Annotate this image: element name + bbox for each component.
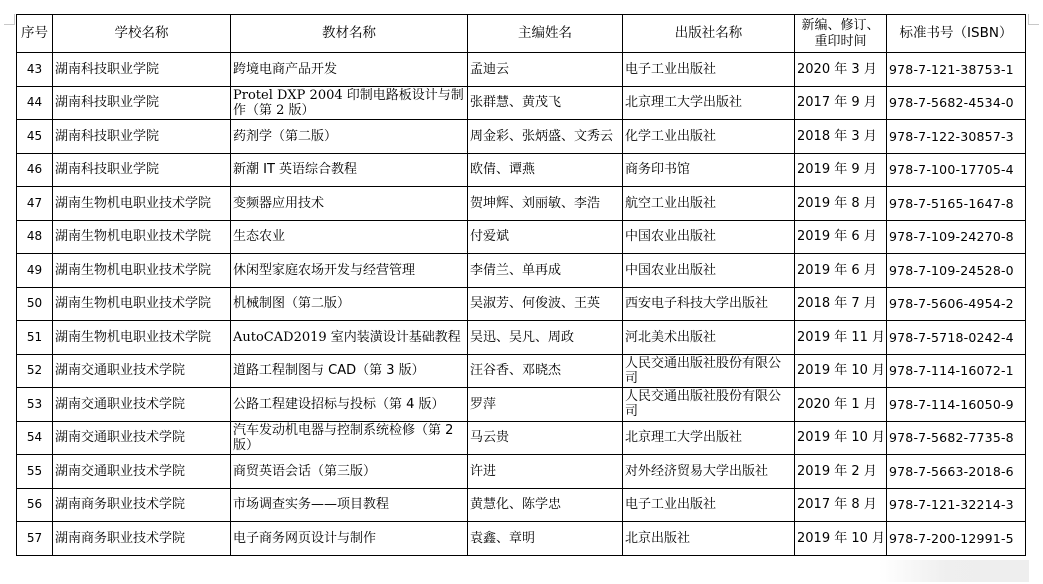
cell-no: 56 (17, 488, 53, 522)
cell-school: 湖南生物机电职业技术学院 (53, 220, 231, 254)
header-school: 学校名称 (53, 15, 231, 53)
cell-isbn: 978-7-114-16050-9 (887, 388, 1026, 422)
cell-no: 45 (17, 120, 53, 154)
table-row (17, 220, 1026, 254)
textbook-table (16, 14, 1026, 556)
cell-no: 54 (17, 421, 53, 455)
cell-title: 生态农业 (231, 220, 468, 254)
cell-title: 公路工程建设招标与投标（第 4 版） (231, 388, 468, 422)
cell-title: 跨境电商产品开发 (231, 53, 468, 87)
cell-time: 2017 年 9 月 (795, 86, 887, 120)
cell-title: 新潮 IT 英语综合教程 (231, 153, 468, 187)
cell-publisher: 北京出版社 (623, 522, 795, 556)
cell-editor: 付爱斌 (468, 220, 623, 254)
cell-editor: 许进 (468, 455, 623, 489)
cell-publisher: 中国农业出版社 (623, 220, 795, 254)
cell-time: 2019 年 10 月 (795, 522, 887, 556)
cell-no: 47 (17, 187, 53, 221)
cell-isbn: 978-7-5165-1647-8 (887, 187, 1026, 221)
cell-school: 湖南交通职业技术学院 (53, 455, 231, 489)
cell-school: 湖南交通职业技术学院 (53, 354, 231, 388)
cell-title: 机械制图（第二版） (231, 287, 468, 321)
cell-title: 市场调查实务——项目教程 (231, 488, 468, 522)
cell-isbn: 978-7-121-38753-1 (887, 53, 1026, 87)
table-row (17, 488, 1026, 522)
cell-publisher: 航空工业出版社 (623, 187, 795, 221)
table-header-row (17, 15, 1026, 53)
cell-editor: 袁鑫、章明 (468, 522, 623, 556)
cell-no: 44 (17, 86, 53, 120)
cell-publisher: 人民交通出版社股份有限公司 (623, 354, 795, 388)
cell-title: AutoCAD2019 室内装潢设计基础教程 (231, 321, 468, 355)
cell-title: 休闲型家庭农场开发与经营管理 (231, 254, 468, 288)
cell-school: 湖南生物机电职业技术学院 (53, 187, 231, 221)
cell-publisher: 西安电子科技大学出版社 (623, 287, 795, 321)
cell-no: 50 (17, 287, 53, 321)
cell-editor: 张群慧、黄茂飞 (468, 86, 623, 120)
cell-editor: 欧倩、谭燕 (468, 153, 623, 187)
table-row (17, 421, 1026, 455)
cell-publisher: 电子工业出版社 (623, 53, 795, 87)
cell-editor: 李倩兰、单再成 (468, 254, 623, 288)
cell-school: 湖南生物机电职业技术学院 (53, 321, 231, 355)
table-row (17, 321, 1026, 355)
cell-isbn: 978-7-122-30857-3 (887, 120, 1026, 154)
table-row (17, 187, 1026, 221)
cell-title: 变频器应用技术 (231, 187, 468, 221)
page-watermark (879, 560, 1029, 582)
cell-time: 2019 年 8 月 (795, 187, 887, 221)
cell-editor: 黄慧化、陈学忠 (468, 488, 623, 522)
cell-school: 湖南商务职业技术学院 (53, 488, 231, 522)
cell-time: 2019 年 6 月 (795, 254, 887, 288)
cell-school: 湖南科技职业学院 (53, 153, 231, 187)
header-editor: 主编姓名 (468, 15, 623, 53)
cell-no: 57 (17, 522, 53, 556)
cell-publisher: 北京理工大学出版社 (623, 421, 795, 455)
cell-isbn: 978-7-109-24270-8 (887, 220, 1026, 254)
cell-title: 电子商务网页设计与制作 (231, 522, 468, 556)
table-row (17, 86, 1026, 120)
cell-title: 药剂学（第二版） (231, 120, 468, 154)
table-row (17, 522, 1026, 556)
cell-isbn: 978-7-5682-4534-0 (887, 86, 1026, 120)
cell-isbn: 978-7-5718-0242-4 (887, 321, 1026, 355)
cell-isbn: 978-7-109-24528-0 (887, 254, 1026, 288)
cell-publisher: 化学工业出版社 (623, 120, 795, 154)
cell-publisher: 电子工业出版社 (623, 488, 795, 522)
cell-isbn: 978-7-200-12991-5 (887, 522, 1026, 556)
cell-no: 55 (17, 455, 53, 489)
crop-mark-top-left (4, 14, 15, 25)
cell-school: 湖南科技职业学院 (53, 120, 231, 154)
cell-school: 湖南科技职业学院 (53, 86, 231, 120)
cell-title: 汽车发动机电器与控制系统检修（第 2 版） (231, 421, 468, 455)
cell-school: 湖南科技职业学院 (53, 53, 231, 87)
table-row (17, 120, 1026, 154)
cell-editor: 罗萍 (468, 388, 623, 422)
cell-time: 2020 年 3 月 (795, 53, 887, 87)
cell-title: 道路工程制图与 CAD（第 3 版） (231, 354, 468, 388)
cell-publisher: 商务印书馆 (623, 153, 795, 187)
cell-school: 湖南生物机电职业技术学院 (53, 287, 231, 321)
cell-school: 湖南交通职业技术学院 (53, 421, 231, 455)
header-title: 教材名称 (231, 15, 468, 53)
cell-time: 2019 年 6 月 (795, 220, 887, 254)
cell-title: Protel DXP 2004 印制电路板设计与制作（第 2 版） (231, 86, 468, 120)
cell-editor: 贺坤辉、刘丽敏、李浩 (468, 187, 623, 221)
cell-title: 商贸英语会话（第三版） (231, 455, 468, 489)
cell-publisher: 对外经济贸易大学出版社 (623, 455, 795, 489)
cell-editor: 马云贵 (468, 421, 623, 455)
cell-school: 湖南交通职业技术学院 (53, 388, 231, 422)
cell-isbn: 978-7-5606-4954-2 (887, 287, 1026, 321)
cell-no: 43 (17, 53, 53, 87)
cell-publisher: 人民交通出版社股份有限公司 (623, 388, 795, 422)
cell-time: 2019 年 2 月 (795, 455, 887, 489)
table-row (17, 388, 1026, 422)
header-no: 序号 (17, 15, 53, 53)
cell-publisher: 中国农业出版社 (623, 254, 795, 288)
cell-no: 46 (17, 153, 53, 187)
cell-publisher: 河北美术出版社 (623, 321, 795, 355)
cell-no: 48 (17, 220, 53, 254)
header-isbn: 标准书号（ISBN） (887, 15, 1026, 53)
cell-school: 湖南生物机电职业技术学院 (53, 254, 231, 288)
cell-time: 2019 年 9 月 (795, 153, 887, 187)
cell-no: 51 (17, 321, 53, 355)
cell-isbn: 978-7-5663-2018-6 (887, 455, 1026, 489)
cell-editor: 孟迪云 (468, 53, 623, 87)
table-row (17, 254, 1026, 288)
table-row (17, 455, 1026, 489)
cell-publisher: 北京理工大学出版社 (623, 86, 795, 120)
cell-isbn: 978-7-100-17705-4 (887, 153, 1026, 187)
table-row (17, 153, 1026, 187)
cell-editor: 吴迅、吴凡、周政 (468, 321, 623, 355)
cell-editor: 周金彩、张炳盛、文秀云 (468, 120, 623, 154)
cell-isbn: 978-7-114-16072-1 (887, 354, 1026, 388)
header-time: 新编、修订、重印时间 (795, 15, 887, 53)
table-row (17, 287, 1026, 321)
cell-time: 2017 年 8 月 (795, 488, 887, 522)
cell-no: 49 (17, 254, 53, 288)
cell-editor: 汪谷香、邓晓杰 (468, 354, 623, 388)
cell-time: 2018 年 7 月 (795, 287, 887, 321)
cell-school: 湖南商务职业技术学院 (53, 522, 231, 556)
cell-time: 2020 年 1 月 (795, 388, 887, 422)
cell-isbn: 978-7-5682-7735-8 (887, 421, 1026, 455)
table-row (17, 354, 1026, 388)
cell-no: 52 (17, 354, 53, 388)
cell-time: 2019 年 10 月 (795, 421, 887, 455)
header-publisher: 出版社名称 (623, 15, 795, 53)
table-row (17, 53, 1026, 87)
cell-time: 2019 年 11 月 (795, 321, 887, 355)
cell-time: 2018 年 3 月 (795, 120, 887, 154)
crop-mark-top-right (1028, 14, 1039, 25)
cell-no: 53 (17, 388, 53, 422)
cell-isbn: 978-7-121-32214-3 (887, 488, 1026, 522)
cell-time: 2019 年 10 月 (795, 354, 887, 388)
cell-editor: 吴淑芳、何俊波、王英 (468, 287, 623, 321)
